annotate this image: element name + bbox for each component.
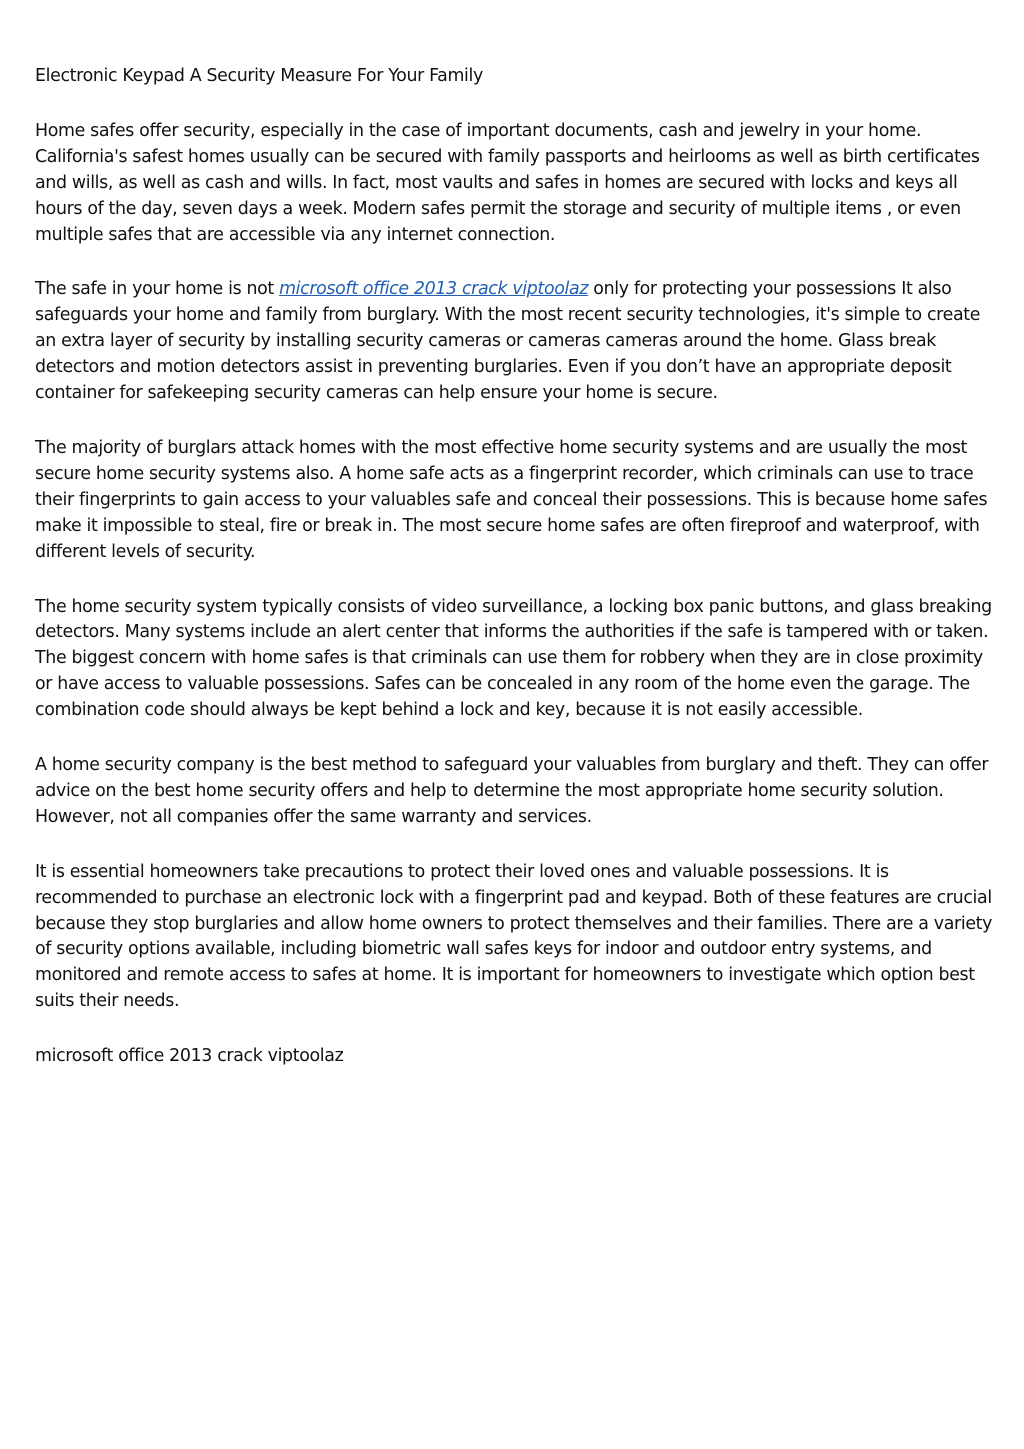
paragraph-4: The home security system typically consists of video surveillance, a locking box panic buttons, and glass breaking detectors. Many systems include an alert center that informs the authorities if the safe is tampered with or taken. The biggest concern with home safes is that criminals can use them for robbery when they are in close proximity or have access to valuable possessions. Safes can be concealed in any room of the home even the garage. The combination code should always be kept behind a lock and key, because it is not easily accessible. [35, 596, 992, 721]
document-page [35, 64, 997, 1070]
paragraph-2 [35, 277, 997, 407]
document-title: Electronic Keypad A Security Measure For Your Family [35, 66, 483, 86]
paragraph-3: The majority of burglars attack homes with the most effective home security systems and are usually the most secure home security systems also. A home safe acts as a fingerprint recorder, which criminals can use to trace their fingerprints to gain access to your valuables safe and conceal their possessions. This is because home safes make it impossible to steal, fire or break in. The most secure home safes are often fireproof and waterproof, with different levels of security. [35, 437, 988, 562]
footer-text: microsoft office 2013 crack viptoolaz [35, 1046, 344, 1067]
paragraph-5: A home security company is the best method to safeguard your valuables from burglary and theft. They can offer advice on the best home security offers and help to determine the most appropriate home security solution. However, not all companies offer the same warranty and services. [35, 755, 989, 827]
paragraph-1: Home safes offer security, especially in the case of important documents, cash and jewelry in your home. California's safest homes usually can be secured with family passports and heirlooms as well as birth certificates and wills, as well as cash and wills. In fact, most vaults and safes in homes are secured with locks and keys all hours of the day, seven days a week. Modern safes permit the storage and security of multiple items , or even multiple safes that are accessible via any internet connection. [35, 120, 980, 245]
paragraph-2-after-link: only for protecting your possessions It also safeguards your home and family from burglary. With the most recent security technologies, it's simple to create an extra layer of security by installing security cameras or cameras cameras around the home. Glass break detectors and motion detectors assist in preventing burglaries. Even if you don’t have an appropriate deposit container for safekeeping security cameras can help ensure your home is secure. [35, 279, 981, 404]
paragraph-6: It is essential homeowners take precautions to protect their loved ones and valuable possessions. It is recommended to purchase an electronic lock with a fingerprint pad and keypad. Both of these features are crucial because they stop burglaries and allow home owners to protect themselves and their families. There are a variety of security options available, including biometric wall safes keys for indoor and outdoor entry systems, and monitored and remote access to safes at home. It is important for homeowners to investigate which option best suits their needs. [35, 861, 993, 1012]
paragraph-2-before-link: The safe in your home is not [35, 279, 280, 300]
office-crack-link[interactable]: microsoft office 2013 crack viptoolaz [279, 279, 589, 300]
